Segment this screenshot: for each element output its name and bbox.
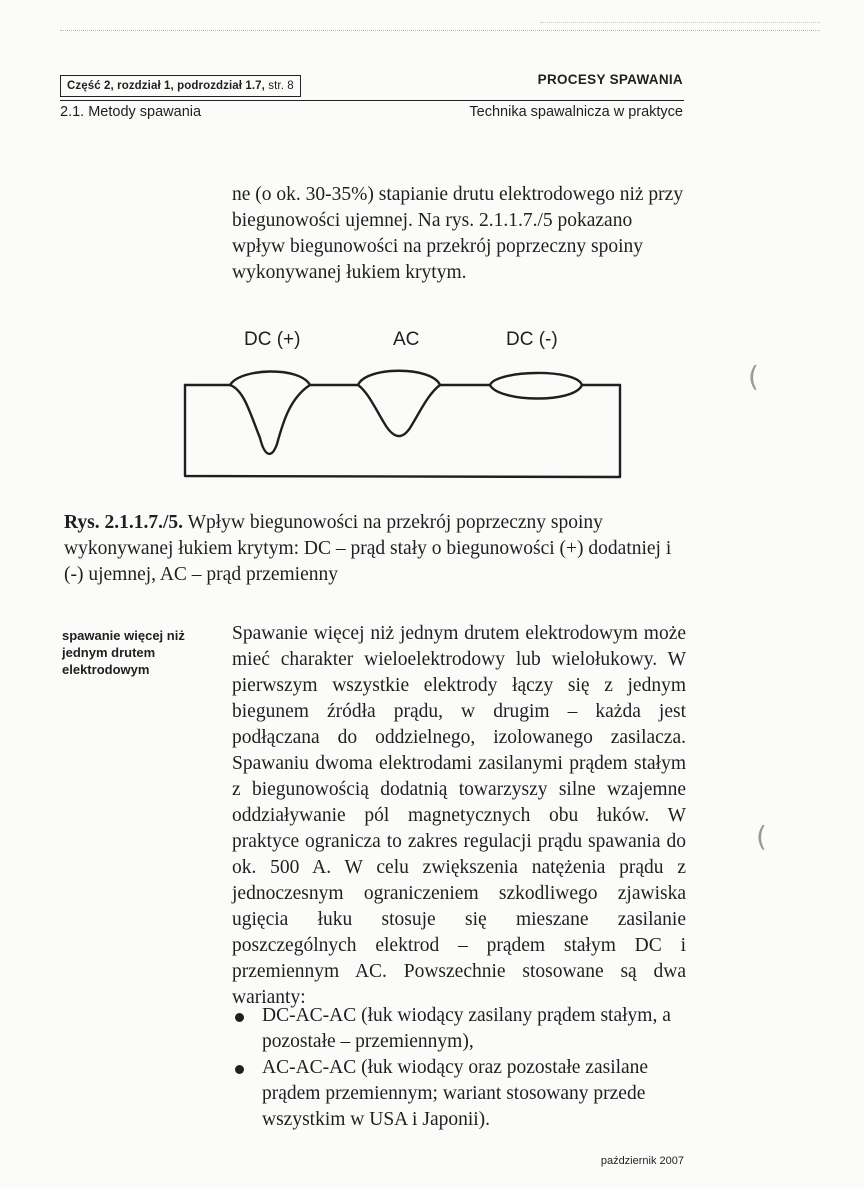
publication-title: Technika spawalnicza w praktyce: [469, 104, 683, 120]
weld-cross-section-figure: [180, 318, 630, 490]
figure-label-ac: AC: [393, 329, 420, 350]
margin-note: spawanie więcej niż jednym drutem elektrodowym: [62, 628, 185, 677]
scan-artifact: (: [748, 360, 759, 393]
list-item-text: DC-AC-AC (łuk wiodący zasilany prądem stałym, a pozostałe – przemiennym),: [262, 1005, 671, 1052]
weld-penetration-dc-plus: [230, 385, 310, 454]
figure-label-dc-minus: DC (-): [506, 329, 558, 350]
base-plate-outline: [185, 385, 620, 477]
section-ref-text: Część 2, rozdział 1, podrozdział 1.7,: [67, 80, 265, 92]
chapter-title: 2.1. Metody spawania: [60, 104, 202, 120]
bullet-icon: [235, 1013, 244, 1022]
book-title: PROCESY SPAWANIA: [537, 72, 683, 87]
weld-bead-dc-minus: [490, 373, 582, 385]
paragraph-main: Spawanie więcej niż jednym drutem elektrodowym może mieć charakter wieloelektrodowy lub wielołukowy. W pierwszym wszystkie elektrody łączy się z jednym biegunem źródła prądu, w drugim – każda jest podłączana do oddzielnego, izolowanego zasilacza. Spawaniu dwoma elektrodami zasilanymi prądem stałym z biegunowością dodatnią towarzyszy silne wzajemne oddziaływanie pól magnetycznych obu łuków. W praktyce ogranicza to zakres regulacji prądu spawania do ok. 500 A. W celu zwiększenia natężenia prądu z jednoczesnym ograniczeniem szkodliwego zjawiska ugięcia łuku stosuje się mieszane zasilanie poszczególnych elektrod – prądem stałym DC i przemiennym AC. Powszechnie stosowane są dwa warianty:: [232, 623, 686, 1008]
figure-caption: [64, 510, 686, 588]
weld-penetration-ac: [358, 385, 440, 436]
caption-label: Rys. 2.1.1.7./5.: [64, 512, 184, 533]
bullet-icon: [235, 1065, 244, 1074]
scan-border: [540, 22, 820, 23]
list-item-text: AC-AC-AC (łuk wiodący oraz pozostałe zasilane prądem przemiennym; wariant stosowany przede wszystkim w USA i Japonii).: [262, 1057, 649, 1130]
scan-border: [60, 30, 820, 35]
variants-list: [232, 1003, 686, 1133]
weld-penetration-dc-minus: [490, 385, 582, 399]
section-reference: [60, 75, 301, 97]
page-ref-text: str. 8: [268, 80, 294, 92]
weld-bead-ac: [358, 371, 440, 385]
paragraph-top: ne (o ok. 30-35%) stapianie drutu elektrodowego niż przy biegunowości ujemnej. Na rys. 2.1.1.7./5 pokazano wpływ biegunowości na przekrój poprzeczny spoiny wykonywanej łukiem krytym.: [232, 184, 684, 283]
header-rule: [60, 100, 684, 101]
list-item: [232, 1003, 686, 1055]
figure-label-dc-plus: DC (+): [244, 329, 301, 350]
scan-artifact: (: [756, 820, 767, 853]
weld-bead-dc-plus: [230, 371, 310, 385]
list-item: [232, 1055, 686, 1133]
caption-text: Wpływ biegunowości na przekrój poprzeczny spoiny wykonywanej łukiem krytym: DC – prąd stały o biegunowości (+) dodatniej i (-) ujemnej, AC – prąd przemienny: [64, 512, 672, 585]
page-footer-date: październik 2007: [600, 1155, 684, 1167]
